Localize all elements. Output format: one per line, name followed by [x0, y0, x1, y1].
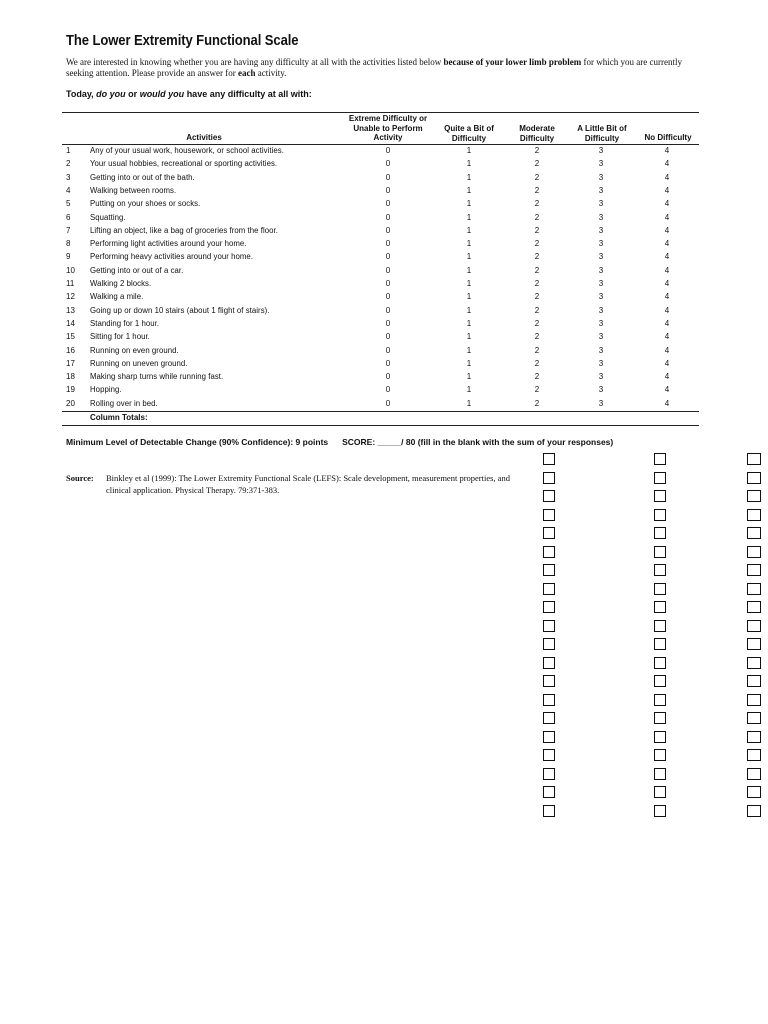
score-cell[interactable]: 4 [664, 345, 670, 355]
checkbox[interactable] [654, 731, 666, 743]
checkbox[interactable] [747, 731, 761, 743]
checkbox[interactable] [747, 564, 761, 576]
activity-label: Going up or down 10 stairs (about 1 flight of stairs). [90, 305, 270, 315]
checkbox[interactable] [543, 675, 555, 687]
score-cell[interactable]: 3 [598, 185, 604, 195]
score-cell[interactable]: 0 [385, 199, 391, 209]
score-cell[interactable]: 1 [466, 185, 472, 195]
checkbox[interactable] [543, 786, 555, 798]
score-cell[interactable]: 3 [598, 332, 604, 342]
checkbox[interactable] [654, 601, 666, 613]
table-row [62, 185, 699, 199]
score-cell[interactable]: 0 [385, 252, 391, 262]
score-cell[interactable]: 1 [466, 252, 472, 262]
checkbox[interactable] [747, 546, 761, 558]
row-number: 15 [66, 332, 75, 342]
checkbox[interactable] [543, 453, 555, 465]
score-cell[interactable]: 0 [385, 172, 391, 182]
table-row [62, 371, 699, 385]
header-quite-a-bit: Quite a Bit of Difficulty [444, 124, 494, 143]
row-number: 5 [66, 199, 71, 209]
intro-text [66, 57, 706, 79]
score-cell[interactable]: 3 [598, 305, 604, 315]
score-cell[interactable]: 0 [385, 398, 391, 408]
checkbox[interactable] [747, 472, 761, 484]
score-cell[interactable]: 3 [598, 252, 604, 262]
table-row [62, 145, 699, 159]
score-cell[interactable]: 3 [598, 358, 604, 368]
score-cell[interactable]: 1 [466, 318, 472, 328]
question-post: have any difficulty at all with: [184, 89, 312, 99]
activity-label: Rolling over in bed. [90, 398, 158, 408]
score-cell[interactable]: 0 [385, 305, 391, 315]
score-cell[interactable]: 4 [664, 252, 670, 262]
row-number: 6 [66, 212, 71, 222]
score-cell[interactable]: 0 [385, 345, 391, 355]
checkbox[interactable] [747, 768, 761, 780]
score-cell[interactable]: 3 [598, 398, 604, 408]
checkbox[interactable] [654, 805, 666, 817]
row-number: 20 [66, 398, 75, 408]
score-cell[interactable]: 2 [534, 252, 540, 262]
score-cell[interactable]: 4 [664, 172, 670, 182]
score-cell[interactable]: 2 [534, 305, 540, 315]
checkbox[interactable] [543, 564, 555, 576]
checkbox[interactable] [747, 620, 761, 632]
checkbox[interactable] [654, 527, 666, 539]
checkbox[interactable] [654, 509, 666, 521]
checkbox[interactable] [543, 749, 555, 761]
score-cell[interactable]: 2 [534, 372, 540, 382]
checkbox[interactable] [654, 546, 666, 558]
row-number: 10 [66, 265, 75, 275]
score-cell[interactable]: 0 [385, 292, 391, 302]
score-cell[interactable]: 2 [534, 332, 540, 342]
row-number: 13 [66, 305, 75, 315]
table-row [62, 291, 699, 305]
score-cell[interactable]: 1 [466, 172, 472, 182]
question-pre: Today, [66, 89, 97, 99]
score-cell[interactable]: 2 [534, 385, 540, 395]
checkbox[interactable] [654, 675, 666, 687]
checkbox[interactable] [654, 786, 666, 798]
score-cell[interactable]: 1 [466, 239, 472, 249]
score-cell[interactable]: 4 [664, 292, 670, 302]
score-cell[interactable]: 0 [385, 185, 391, 195]
activity-label: Your usual hobbies, recreational or sporting activities. [90, 159, 278, 169]
score-cell[interactable]: 0 [385, 265, 391, 275]
checkbox[interactable] [543, 731, 555, 743]
activity-label: Squatting. [90, 212, 126, 222]
row-number: 7 [66, 225, 71, 235]
score-cell[interactable]: 1 [466, 225, 472, 235]
table-row [62, 398, 699, 412]
checkbox[interactable] [543, 472, 555, 484]
mcid-text: Minimum Level of Detectable Change (90% Confidence): 9 points [66, 437, 329, 447]
activity-label: Sitting for 1 hour. [90, 332, 150, 342]
score-cell[interactable]: 1 [466, 212, 472, 222]
score-cell[interactable]: 2 [534, 318, 540, 328]
table-row [62, 278, 699, 292]
score-cell[interactable]: 4 [664, 159, 670, 169]
row-number: 18 [66, 372, 75, 382]
intro-bold2: each [237, 68, 256, 78]
row-number: 17 [66, 358, 75, 368]
intro-part2: for which you are currently seeking attention. Please provide an answer for [66, 57, 682, 78]
activity-label: Lifting an object, like a bag of groceries from the floor. [90, 225, 278, 235]
row-number: 2 [66, 159, 71, 169]
row-number: 16 [66, 345, 75, 355]
checkbox[interactable] [747, 786, 761, 798]
score-cell[interactable]: 3 [598, 318, 604, 328]
table-row [62, 198, 699, 212]
score-cell[interactable]: 3 [598, 159, 604, 169]
activity-label: Getting into or out of a car. [90, 265, 184, 275]
checkbox[interactable] [543, 805, 555, 817]
score-cell[interactable]: 1 [466, 332, 472, 342]
score-cell[interactable]: 1 [466, 385, 472, 395]
score-cell[interactable]: 4 [664, 372, 670, 382]
checkbox[interactable] [543, 694, 555, 706]
row-number: 12 [66, 292, 75, 302]
score-cell[interactable]: 3 [598, 172, 604, 182]
score-cell[interactable]: 2 [534, 225, 540, 235]
table-row [62, 158, 699, 172]
score-cell[interactable]: 2 [534, 265, 540, 275]
checkbox[interactable] [747, 749, 761, 761]
score-cell[interactable]: 1 [466, 199, 472, 209]
checkbox[interactable] [654, 712, 666, 724]
checkbox[interactable] [543, 620, 555, 632]
activity-label: Standing for 1 hour. [90, 318, 160, 328]
checkbox[interactable] [654, 490, 666, 502]
checkbox[interactable] [654, 583, 666, 595]
score-cell[interactable]: 2 [534, 358, 540, 368]
checkbox[interactable] [747, 694, 761, 706]
score-cell[interactable]: 4 [664, 265, 670, 275]
score-cell[interactable]: 4 [664, 199, 670, 209]
header-extreme: Extreme Difficulty or Unable to Perform Activity [348, 114, 428, 142]
source-line2: clinical application. Physical Therapy. 79:371-383. [106, 485, 280, 495]
score-cell[interactable]: 3 [598, 279, 604, 288]
intro-part3: activity. [255, 68, 287, 78]
score-cell[interactable]: 0 [385, 279, 391, 288]
checkbox[interactable] [654, 768, 666, 780]
score-cell[interactable]: 0 [385, 385, 391, 395]
row-number: 14 [66, 318, 75, 328]
checkbox[interactable] [543, 527, 555, 539]
source-label: Source: [66, 473, 94, 483]
activity-label: Any of your usual work, housework, or school activities. [90, 146, 284, 155]
score-cell[interactable]: 1 [466, 358, 472, 368]
activity-label: Getting into or out of the bath. [90, 172, 195, 182]
table-top-rule [62, 112, 699, 113]
row-number: 19 [66, 385, 75, 395]
table-row [62, 251, 699, 265]
checkbox[interactable] [654, 620, 666, 632]
score-cell[interactable]: 2 [534, 239, 540, 249]
score-cell[interactable]: 1 [466, 305, 472, 315]
score-cell[interactable]: 1 [466, 292, 472, 302]
score-cell[interactable]: 3 [598, 199, 604, 209]
score-cell[interactable]: 0 [385, 225, 391, 235]
score-cell[interactable]: 3 [598, 372, 604, 382]
question-em2: would you [139, 89, 185, 99]
checkbox[interactable] [747, 657, 761, 669]
checkbox[interactable] [747, 583, 761, 595]
score-cell[interactable]: 0 [385, 358, 391, 368]
table-bottom-rule [62, 425, 699, 426]
table-row [62, 172, 699, 186]
checkbox[interactable] [747, 712, 761, 724]
question-text [66, 89, 312, 99]
row-number: 8 [66, 239, 71, 249]
checkbox[interactable] [747, 805, 761, 817]
score-cell[interactable]: 0 [385, 146, 391, 155]
checkbox[interactable] [747, 638, 761, 650]
score-text: SCORE: _____/ 80 (fill in the blank with the sum of your responses) [342, 437, 614, 447]
row-number: 11 [66, 279, 75, 288]
table-row [62, 238, 699, 252]
score-cell[interactable]: 2 [534, 185, 540, 195]
checkbox[interactable] [747, 601, 761, 613]
activity-label: Performing light activities around your home. [90, 239, 247, 249]
activity-label: Performing heavy activities around your home. [90, 252, 254, 262]
rows-bottom-rule [62, 411, 699, 412]
score-cell[interactable]: 4 [664, 305, 670, 315]
row-number: 1 [66, 146, 71, 155]
table-row [62, 345, 699, 359]
score-cell[interactable]: 2 [534, 279, 540, 288]
score-cell[interactable]: 3 [598, 292, 604, 302]
source-line1: Binkley et al (1999): The Lower Extremity Functional Scale (LEFS): Scale development, measurement properties, and [106, 473, 510, 483]
header-moderate: Moderate Difficulty [519, 124, 555, 143]
checkbox[interactable] [543, 657, 555, 669]
score-cell[interactable]: 0 [385, 332, 391, 342]
detectable-change-line [66, 437, 613, 447]
table-row [62, 265, 699, 279]
score-cell[interactable]: 3 [598, 265, 604, 275]
score-cell[interactable]: 4 [664, 239, 670, 249]
score-cell[interactable]: 3 [598, 345, 604, 355]
score-cell[interactable]: 0 [385, 318, 391, 328]
table-row [62, 305, 699, 319]
checkbox[interactable] [654, 453, 666, 465]
score-cell[interactable]: 2 [534, 146, 540, 155]
score-cell[interactable]: 1 [466, 345, 472, 355]
table-row [62, 331, 699, 345]
score-cell[interactable]: 2 [534, 199, 540, 209]
checkbox[interactable] [654, 694, 666, 706]
checkbox[interactable] [543, 638, 555, 650]
checkbox[interactable] [654, 749, 666, 761]
score-cell[interactable]: 3 [598, 385, 604, 395]
header-no-difficulty: No Difficulty [644, 133, 692, 142]
checkbox[interactable] [747, 509, 761, 521]
activity-label: Hopping. [90, 385, 122, 395]
checkbox[interactable] [747, 453, 761, 465]
score-cell[interactable]: 3 [598, 225, 604, 235]
table-row [62, 225, 699, 239]
score-cell[interactable]: 4 [664, 332, 670, 342]
checkbox[interactable] [543, 490, 555, 502]
row-number: 9 [66, 252, 71, 262]
intro-part1: We are interested in knowing whether you are having any difficulty at all with the activities listed below [66, 57, 444, 67]
question-mid: or [125, 89, 140, 99]
score-cell[interactable]: 4 [664, 279, 670, 288]
score-cell[interactable]: 4 [664, 212, 670, 222]
score-cell[interactable]: 2 [534, 292, 540, 302]
score-cell[interactable]: 1 [466, 159, 472, 169]
activity-label: Making sharp turns while running fast. [90, 372, 224, 382]
score-cell[interactable]: 4 [664, 398, 670, 408]
checkbox[interactable] [543, 768, 555, 780]
activity-label: Walking between rooms. [90, 185, 177, 195]
checkbox[interactable] [747, 490, 761, 502]
score-cell[interactable]: 2 [534, 212, 540, 222]
score-cell[interactable]: 4 [664, 318, 670, 328]
score-cell[interactable]: 2 [534, 172, 540, 182]
checkbox[interactable] [543, 712, 555, 724]
activity-label: Walking 2 blocks. [90, 279, 152, 288]
score-cell[interactable]: 1 [466, 146, 472, 155]
header-little-bit: A Little Bit of Difficulty [577, 124, 627, 143]
table-row [62, 384, 699, 398]
score-cell[interactable]: 1 [466, 372, 472, 382]
score-cell[interactable]: 2 [534, 159, 540, 169]
table-row [62, 318, 699, 332]
checkbox[interactable] [543, 601, 555, 613]
table-row [62, 358, 699, 372]
checkbox[interactable] [654, 564, 666, 576]
question-em1: do you [96, 89, 126, 99]
form-title: The Lower Extremity Functional Scale [66, 33, 299, 49]
score-cell[interactable]: 0 [385, 372, 391, 382]
activity-label: Running on uneven ground. [90, 358, 188, 368]
score-cell[interactable]: 4 [664, 146, 670, 155]
score-cell[interactable]: 4 [664, 385, 670, 395]
checkbox[interactable] [543, 509, 555, 521]
score-cell[interactable]: 2 [534, 398, 540, 408]
checkbox[interactable] [747, 675, 761, 687]
checkbox[interactable] [543, 583, 555, 595]
row-number: 3 [66, 172, 71, 182]
checkbox[interactable] [543, 546, 555, 558]
score-cell[interactable]: 1 [466, 279, 472, 288]
score-cell[interactable]: 1 [466, 265, 472, 275]
activity-label: Walking a mile. [90, 292, 144, 302]
checkbox[interactable] [654, 472, 666, 484]
score-cell[interactable]: 3 [598, 212, 604, 222]
intro-bold1: because of your lower limb problem [443, 57, 582, 67]
score-cell[interactable]: 3 [598, 239, 604, 249]
activity-label: Running on even ground. [90, 345, 179, 355]
score-cell[interactable]: 0 [385, 239, 391, 249]
score-cell[interactable]: 0 [385, 212, 391, 222]
score-cell[interactable]: 1 [466, 398, 472, 408]
score-cell[interactable]: 4 [664, 358, 670, 368]
checkbox[interactable] [654, 638, 666, 650]
checkbox[interactable] [747, 527, 761, 539]
column-totals-label: Column Totals: [90, 413, 148, 422]
score-cell[interactable]: 0 [385, 159, 391, 169]
score-cell[interactable]: 3 [598, 146, 604, 155]
checkbox[interactable] [654, 657, 666, 669]
activity-label: Putting on your shoes or socks. [90, 199, 201, 209]
row-number: 4 [66, 185, 71, 195]
header-activities: Activities [186, 133, 222, 142]
score-cell[interactable]: 4 [664, 225, 670, 235]
score-cell[interactable]: 2 [534, 345, 540, 355]
source-citation [66, 472, 566, 496]
score-cell[interactable]: 4 [664, 185, 670, 195]
table-row [62, 212, 699, 226]
